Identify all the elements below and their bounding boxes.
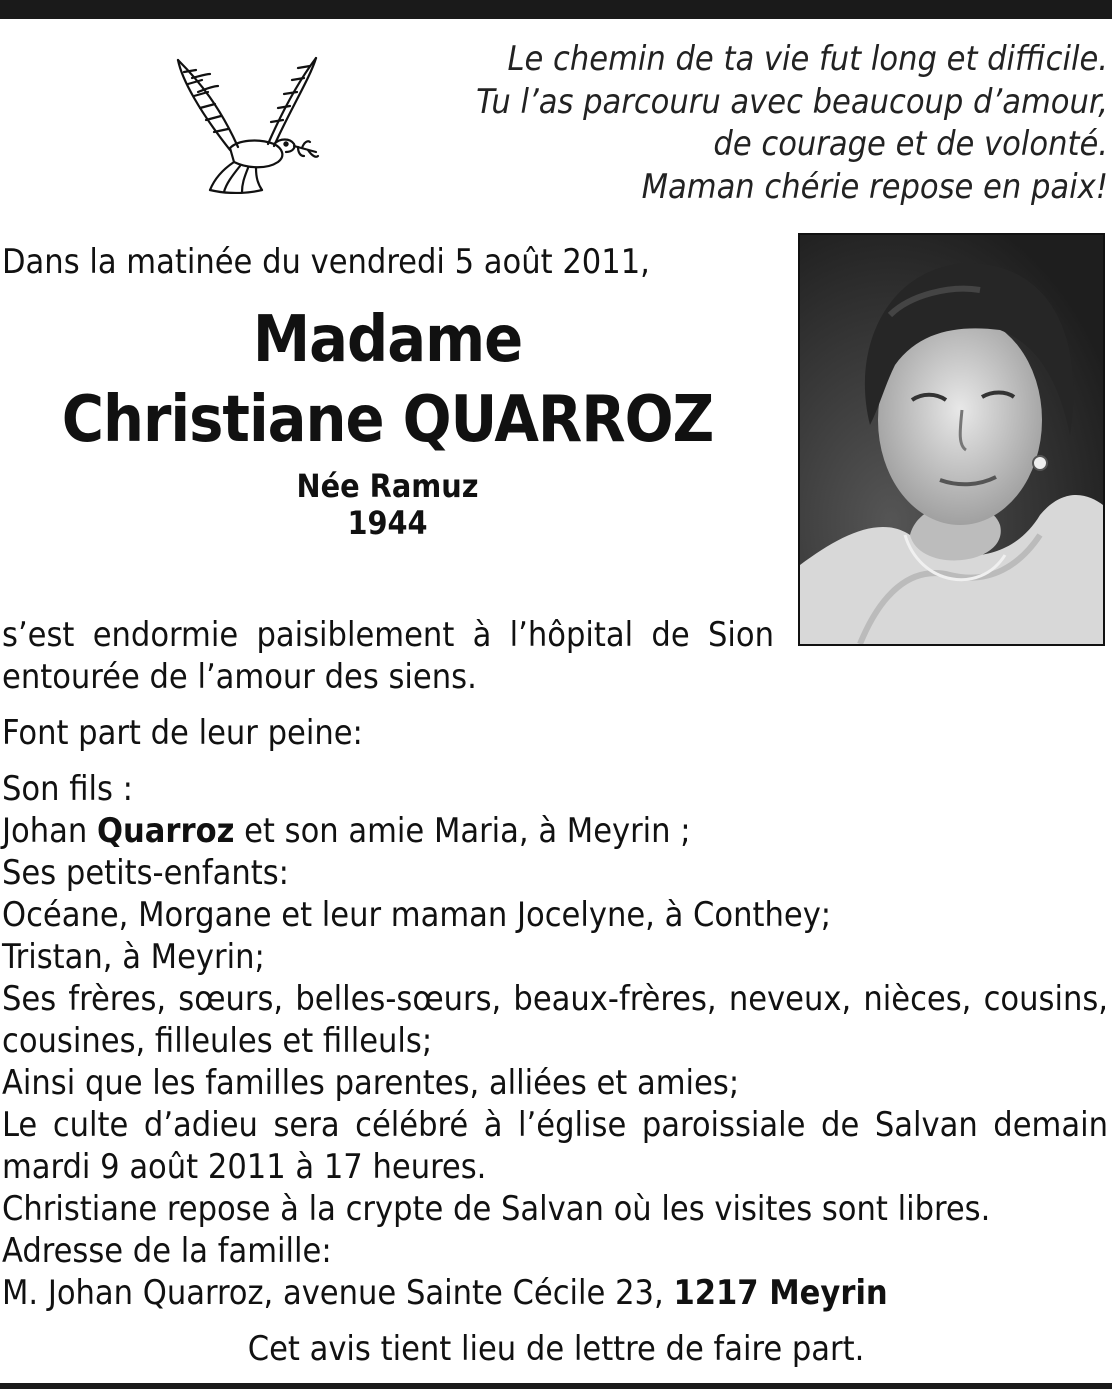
deceased-title: Madame	[252, 303, 523, 377]
birth-year: 1944	[347, 504, 428, 542]
death-notice-line: entourée de l’amour des siens.	[2, 657, 477, 697]
intro-date: Dans la matinée du vendredi 5 août 2011,	[2, 242, 650, 282]
dove-with-olive-branch-icon	[170, 52, 320, 194]
address-heading: Adresse de la famille:	[2, 1231, 332, 1271]
poem-line: Tu l’as parcouru avec beaucoup d’amour,	[476, 81, 1108, 122]
rest-place-line: Christiane repose à la crypte de Salvan où les visites sont libres.	[2, 1189, 991, 1229]
grandchildren-line: Tristan, à Meyrin;	[2, 937, 265, 977]
siblings-line: Ses frères, sœurs, belles-sœurs, beaux-frères, neveux, nièces, cousins,	[2, 979, 1108, 1019]
portrait-photo	[798, 233, 1105, 646]
poem-epigraph	[408, 38, 1108, 208]
service-line: mardi 9 août 2011 à 17 heures.	[2, 1147, 487, 1187]
son-first-name: Johan	[2, 811, 88, 851]
grandchildren-heading: Ses petits-enfants:	[2, 853, 289, 893]
son-details: et son amie Maria, à Meyrin ;	[244, 811, 691, 851]
address-city: 1217 Meyrin	[673, 1273, 888, 1313]
son-line	[2, 810, 691, 852]
maiden-name: Née Ramuz	[296, 467, 479, 505]
deceased-name: Christiane QUARROZ	[61, 383, 714, 457]
families-line: Ainsi que les familles parentes, alliées et amies;	[2, 1063, 740, 1103]
son-surname: Quarroz	[96, 811, 235, 851]
address-street: M. Johan Quarroz, avenue Sainte Cécile 23,	[2, 1273, 664, 1313]
death-notice-line: s’est endormie paisiblement à l’hôpital de Sion	[2, 615, 774, 655]
siblings-line: cousines, filleules et filleuls;	[2, 1021, 433, 1061]
son-heading: Son fils :	[2, 769, 133, 809]
poem-line: de courage et de volonté.	[713, 124, 1108, 164]
closing-note: Cet avis tient lieu de lettre de faire part.	[247, 1329, 865, 1369]
portrait-image	[800, 235, 1103, 644]
address-line	[2, 1272, 888, 1314]
bottom-rule	[0, 1383, 1112, 1389]
grandchildren-line: Océane, Morgane et leur maman Jocelyne, à Conthey;	[2, 895, 832, 935]
top-rule	[0, 0, 1112, 19]
poem-line: Maman chérie repose en paix!	[641, 166, 1108, 207]
announcement-line: Font part de leur peine:	[2, 713, 363, 753]
deceased-name-block	[0, 300, 775, 542]
poem-line: Le chemin de ta vie fut long et difficile.	[507, 39, 1108, 79]
service-line: Le culte d’adieu sera célébré à l’église paroissiale de Salvan demain	[2, 1105, 1108, 1145]
